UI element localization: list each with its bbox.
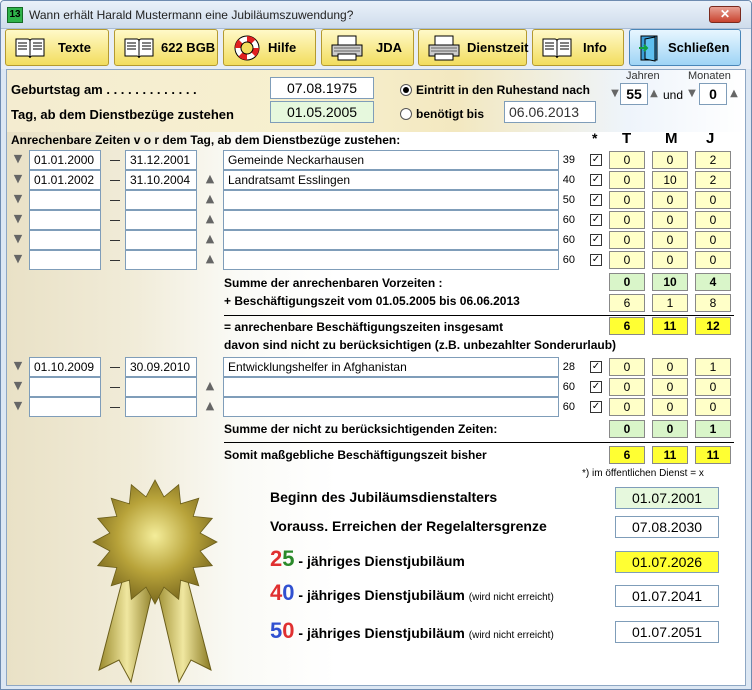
printer-icon bbox=[330, 34, 364, 62]
jub50-text: - jähriges Dienstjubiläum bbox=[294, 625, 465, 641]
dash bbox=[110, 407, 120, 408]
gesamt-j: 12 bbox=[695, 317, 731, 335]
code-number: 39 bbox=[562, 154, 575, 166]
hilfe-button[interactable] bbox=[223, 29, 316, 66]
j-cell: 2 bbox=[695, 171, 731, 189]
window-close-button[interactable]: ✕ bbox=[709, 6, 741, 23]
employer-field[interactable] bbox=[223, 377, 559, 397]
j-cell: 0 bbox=[695, 398, 731, 416]
t-cell: 0 bbox=[609, 191, 645, 209]
jubilaeum-25-label bbox=[270, 546, 465, 572]
summe-t: 0 bbox=[609, 273, 645, 291]
massg-t: 6 bbox=[609, 446, 645, 464]
nicht-j: 1 bbox=[695, 420, 731, 438]
beschaeftigung-label: + Beschäftigungszeit vom 01.05.2005 bis 06.06.2013 bbox=[224, 294, 520, 308]
m-column-header: M bbox=[665, 130, 678, 147]
ruhestand-label: Eintritt in den Ruhestand nach bbox=[416, 83, 591, 97]
move-down-arrow-icon[interactable]: ▼ bbox=[13, 212, 23, 225]
jubilaeum-25-number bbox=[270, 546, 295, 571]
code-number: 60 bbox=[562, 381, 575, 393]
j-cell: 0 bbox=[695, 251, 731, 269]
besch-t: 6 bbox=[609, 294, 645, 312]
move-up-arrow-icon[interactable]: ▲ bbox=[205, 379, 215, 392]
employer-field[interactable] bbox=[223, 397, 559, 417]
jubilaeum-40-label bbox=[270, 580, 554, 606]
dienstzeit-button[interactable] bbox=[418, 29, 527, 66]
m-cell: 10 bbox=[652, 171, 688, 189]
m-cell: 0 bbox=[652, 378, 688, 396]
summe-m: 10 bbox=[652, 273, 688, 291]
include-checkbox[interactable]: ✓ bbox=[591, 154, 601, 165]
period-to-field[interactable] bbox=[125, 250, 197, 270]
jahren-down-arrow-icon[interactable]: ▼ bbox=[611, 88, 619, 99]
m-cell: 0 bbox=[652, 398, 688, 416]
dash bbox=[110, 160, 120, 161]
move-up-arrow-icon[interactable]: ▲ bbox=[205, 172, 215, 185]
code-number: 60 bbox=[562, 254, 575, 266]
t-cell: 0 bbox=[609, 358, 645, 376]
dash bbox=[110, 200, 120, 201]
move-down-arrow-icon[interactable]: ▼ bbox=[13, 252, 23, 265]
period-from-field[interactable] bbox=[29, 190, 101, 210]
monaten-down-arrow-icon[interactable]: ▼ bbox=[688, 88, 696, 99]
employer-field[interactable] bbox=[223, 190, 559, 210]
gesamt-label: = anrechenbare Beschäftigungszeiten insgesamt bbox=[224, 320, 504, 334]
jubilee-digit: 0 bbox=[282, 618, 295, 643]
besch-m: 1 bbox=[652, 294, 688, 312]
move-down-arrow-icon[interactable]: ▼ bbox=[13, 192, 23, 205]
exit-door-icon bbox=[638, 34, 662, 62]
period-to-field[interactable] bbox=[125, 230, 197, 250]
m-cell: 0 bbox=[652, 358, 688, 376]
move-up-arrow-icon[interactable]: ▲ bbox=[205, 399, 215, 412]
move-up-arrow-icon[interactable]: ▲ bbox=[205, 192, 215, 205]
period-to-field[interactable] bbox=[125, 190, 197, 210]
t-column-header: T bbox=[622, 130, 632, 147]
jub50-digits bbox=[270, 618, 295, 643]
j-cell: 0 bbox=[695, 191, 731, 209]
t-cell: 0 bbox=[609, 151, 645, 169]
dash bbox=[110, 367, 120, 368]
bgb-label: 622 BGB bbox=[161, 40, 216, 55]
jubilaeum-25-field[interactable]: 01.07.2026 bbox=[615, 551, 719, 573]
code-number: 60 bbox=[562, 234, 575, 246]
t-cell: 0 bbox=[609, 398, 645, 416]
schliessen-button[interactable] bbox=[629, 29, 741, 66]
m-cell: 0 bbox=[652, 211, 688, 229]
include-checkbox[interactable]: ✓ bbox=[591, 174, 601, 185]
jub40-text: - jähriges Dienstjubiläum bbox=[294, 587, 465, 603]
period-to-field[interactable] bbox=[125, 377, 197, 397]
employer-field[interactable]: Entwicklungshelfer in Afghanistan bbox=[223, 357, 559, 377]
j-cell: 0 bbox=[695, 231, 731, 249]
gesamt-m: 11 bbox=[652, 317, 688, 335]
dienstbeginn-field[interactable]: 01.05.2005 bbox=[270, 101, 374, 123]
period-to-field[interactable]: 31.10.2004 bbox=[125, 170, 197, 190]
dienstzeit-label: Dienstzeit bbox=[467, 40, 529, 55]
code-number: 28 bbox=[562, 361, 575, 373]
summe-vorzeiten-label: Summe der anrechenbaren Vorzeiten : bbox=[224, 276, 443, 290]
jahren-up-arrow-icon[interactable]: ▲ bbox=[650, 88, 658, 99]
jahren-field[interactable]: 55 bbox=[620, 83, 648, 105]
move-down-arrow-icon[interactable]: ▼ bbox=[13, 379, 23, 392]
divider bbox=[224, 442, 734, 443]
t-cell: 0 bbox=[609, 171, 645, 189]
benoetigt-bis-field[interactable]: 06.06.2013 bbox=[504, 101, 596, 123]
move-down-arrow-icon[interactable]: ▼ bbox=[13, 399, 23, 412]
geburtstag-label: Geburtstag am . . . . . . . . . . . . . bbox=[11, 82, 197, 97]
section1-title: Anrechenbare Zeiten v o r dem Tag, ab dem Dienstbezüge zustehen: bbox=[11, 133, 401, 147]
monaten-up-arrow-icon[interactable]: ▲ bbox=[730, 88, 738, 99]
massg-j: 11 bbox=[695, 446, 731, 464]
info-label: Info bbox=[583, 40, 607, 55]
nicht-t: 0 bbox=[609, 420, 645, 438]
dash bbox=[110, 220, 120, 221]
employer-field[interactable]: Gemeinde Neckarhausen bbox=[223, 150, 559, 170]
book-icon bbox=[14, 36, 46, 60]
jubilaeum-50-label bbox=[270, 618, 554, 644]
texte-label: Texte bbox=[58, 40, 91, 55]
j-cell: 0 bbox=[695, 211, 731, 229]
dash bbox=[110, 260, 120, 261]
award-rosette-icon bbox=[85, 470, 225, 685]
move-down-arrow-icon[interactable]: ▼ bbox=[13, 172, 23, 185]
jahren-label: Jahren bbox=[626, 70, 660, 82]
ruhestand-radio[interactable] bbox=[400, 84, 412, 96]
jubilee-digit: 5 bbox=[270, 618, 283, 643]
massg-m: 11 bbox=[652, 446, 688, 464]
j-column-header: J bbox=[706, 130, 715, 147]
jubilee-digit: 4 bbox=[270, 580, 283, 605]
info-button[interactable] bbox=[532, 29, 624, 66]
und-label: und bbox=[663, 88, 684, 102]
besch-j: 8 bbox=[695, 294, 731, 312]
bgb-button[interactable] bbox=[114, 29, 218, 66]
jda-button[interactable] bbox=[321, 29, 414, 66]
employer-field[interactable] bbox=[223, 210, 559, 230]
employer-field[interactable]: Landratsamt Esslingen bbox=[223, 170, 559, 190]
title-bar bbox=[1, 1, 751, 29]
monaten-field[interactable]: 0 bbox=[699, 83, 727, 105]
code-number: 60 bbox=[562, 214, 575, 226]
dash bbox=[110, 240, 120, 241]
employer-field[interactable] bbox=[223, 250, 559, 270]
period-from-field[interactable]: 01.10.2009 bbox=[29, 357, 101, 377]
period-from-field[interactable] bbox=[29, 230, 101, 250]
period-from-field[interactable] bbox=[29, 377, 101, 397]
nicht-m: 0 bbox=[652, 420, 688, 438]
beginn-field[interactable]: 01.07.2001 bbox=[615, 487, 719, 509]
benoetigt-radio[interactable] bbox=[400, 108, 412, 120]
include-checkbox[interactable]: ✓ bbox=[591, 254, 601, 265]
period-to-field[interactable] bbox=[125, 210, 197, 230]
include-checkbox[interactable]: ✓ bbox=[591, 194, 601, 205]
dash bbox=[110, 180, 120, 181]
move-up-arrow-icon[interactable]: ▲ bbox=[205, 252, 215, 265]
jubilee-digit: 5 bbox=[282, 546, 295, 571]
period-from-field[interactable]: 01.01.2000 bbox=[29, 150, 101, 170]
regelaltersgrenze-label: Vorauss. Erreichen der Regelaltersgrenze bbox=[270, 518, 547, 534]
m-cell: 0 bbox=[652, 251, 688, 269]
hilfe-label: Hilfe bbox=[268, 40, 297, 55]
move-up-arrow-icon[interactable]: ▲ bbox=[205, 232, 215, 245]
beginn-label: Beginn des Jubiläumsdienstalters bbox=[270, 489, 498, 505]
window-title: Wann erhält Harald Mustermann eine Jubiläumszuwendung? bbox=[29, 8, 354, 22]
period-from-field[interactable]: 01.01.2002 bbox=[29, 170, 101, 190]
davon-label: davon sind nicht zu berücksichtigen (z.B. unbezahlter Sonderurlaub) bbox=[224, 338, 617, 352]
j-cell: 1 bbox=[695, 358, 731, 376]
t-cell: 0 bbox=[609, 378, 645, 396]
move-down-arrow-icon[interactable]: ▼ bbox=[13, 152, 23, 165]
code-number: 50 bbox=[562, 194, 575, 206]
summe-nicht-label: Summe der nicht zu berücksichtigenden Zeiten: bbox=[224, 422, 498, 436]
m-cell: 0 bbox=[652, 151, 688, 169]
lifebuoy-icon bbox=[232, 33, 262, 63]
app-icon: 13 bbox=[7, 7, 23, 23]
period-to-field[interactable] bbox=[125, 397, 197, 417]
jub25-text: - jähriges Dienstjubiläum bbox=[294, 553, 465, 569]
regelaltersgrenze-field[interactable]: 07.08.2030 bbox=[615, 516, 719, 538]
period-from-field[interactable] bbox=[29, 397, 101, 417]
jda-label: JDA bbox=[376, 40, 403, 55]
dienstbeginn-label: Tag, ab dem Dienstbezüge zustehen bbox=[11, 107, 234, 122]
include-checkbox[interactable]: ✓ bbox=[591, 214, 601, 225]
include-checkbox[interactable]: ✓ bbox=[591, 234, 601, 245]
jub25-digits bbox=[270, 546, 295, 571]
jubilaeum-40-field[interactable]: 01.07.2041 bbox=[615, 585, 719, 607]
book-icon bbox=[541, 36, 573, 60]
jubilee-digit: 2 bbox=[270, 546, 283, 571]
jubilaeum-50-field[interactable]: 01.07.2051 bbox=[615, 621, 719, 643]
footnote: *) im öffentlichen Dienst = x bbox=[582, 468, 704, 479]
schliessen-label: Schließen bbox=[668, 40, 730, 55]
period-to-field[interactable]: 31.12.2001 bbox=[125, 150, 197, 170]
j-cell: 0 bbox=[695, 378, 731, 396]
include-checkbox[interactable]: ✓ bbox=[591, 361, 601, 372]
jub50-note: (wird nicht erreicht) bbox=[468, 630, 554, 641]
code-number: 40 bbox=[562, 174, 575, 186]
jubilee-digit: 0 bbox=[282, 580, 295, 605]
book-icon bbox=[123, 36, 155, 60]
move-down-arrow-icon[interactable]: ▼ bbox=[13, 232, 23, 245]
t-cell: 0 bbox=[609, 231, 645, 249]
benoetigt-label: benötigt bis bbox=[416, 107, 484, 121]
jub40-note: (wird nicht erreicht) bbox=[468, 592, 554, 603]
m-cell: 0 bbox=[652, 231, 688, 249]
code-number: 60 bbox=[562, 401, 575, 413]
j-cell: 2 bbox=[695, 151, 731, 169]
period-to-field[interactable]: 30.09.2010 bbox=[125, 357, 197, 377]
period-from-field[interactable] bbox=[29, 210, 101, 230]
employer-field[interactable] bbox=[223, 230, 559, 250]
gesamt-t: 6 bbox=[609, 317, 645, 335]
move-down-arrow-icon[interactable]: ▼ bbox=[13, 359, 23, 372]
include-checkbox[interactable]: ✓ bbox=[591, 381, 601, 392]
texte-button[interactable] bbox=[5, 29, 109, 66]
main-panel bbox=[6, 69, 746, 686]
m-cell: 0 bbox=[652, 191, 688, 209]
toolbar bbox=[1, 29, 751, 69]
divider bbox=[224, 315, 734, 316]
period-from-field[interactable] bbox=[29, 250, 101, 270]
printer-icon bbox=[427, 34, 461, 62]
summe-j: 4 bbox=[695, 273, 731, 291]
include-checkbox[interactable]: ✓ bbox=[591, 401, 601, 412]
geburtstag-field[interactable]: 07.08.1975 bbox=[270, 77, 374, 99]
massgeblich-label: Somit maßgebliche Beschäftigungszeit bisher bbox=[224, 448, 487, 462]
dash bbox=[110, 387, 120, 388]
star-column-header: * bbox=[592, 130, 598, 146]
t-cell: 0 bbox=[609, 211, 645, 229]
monaten-label: Monaten bbox=[688, 70, 731, 82]
move-up-arrow-icon[interactable]: ▲ bbox=[205, 212, 215, 225]
jub40-digits bbox=[270, 580, 295, 605]
t-cell: 0 bbox=[609, 251, 645, 269]
